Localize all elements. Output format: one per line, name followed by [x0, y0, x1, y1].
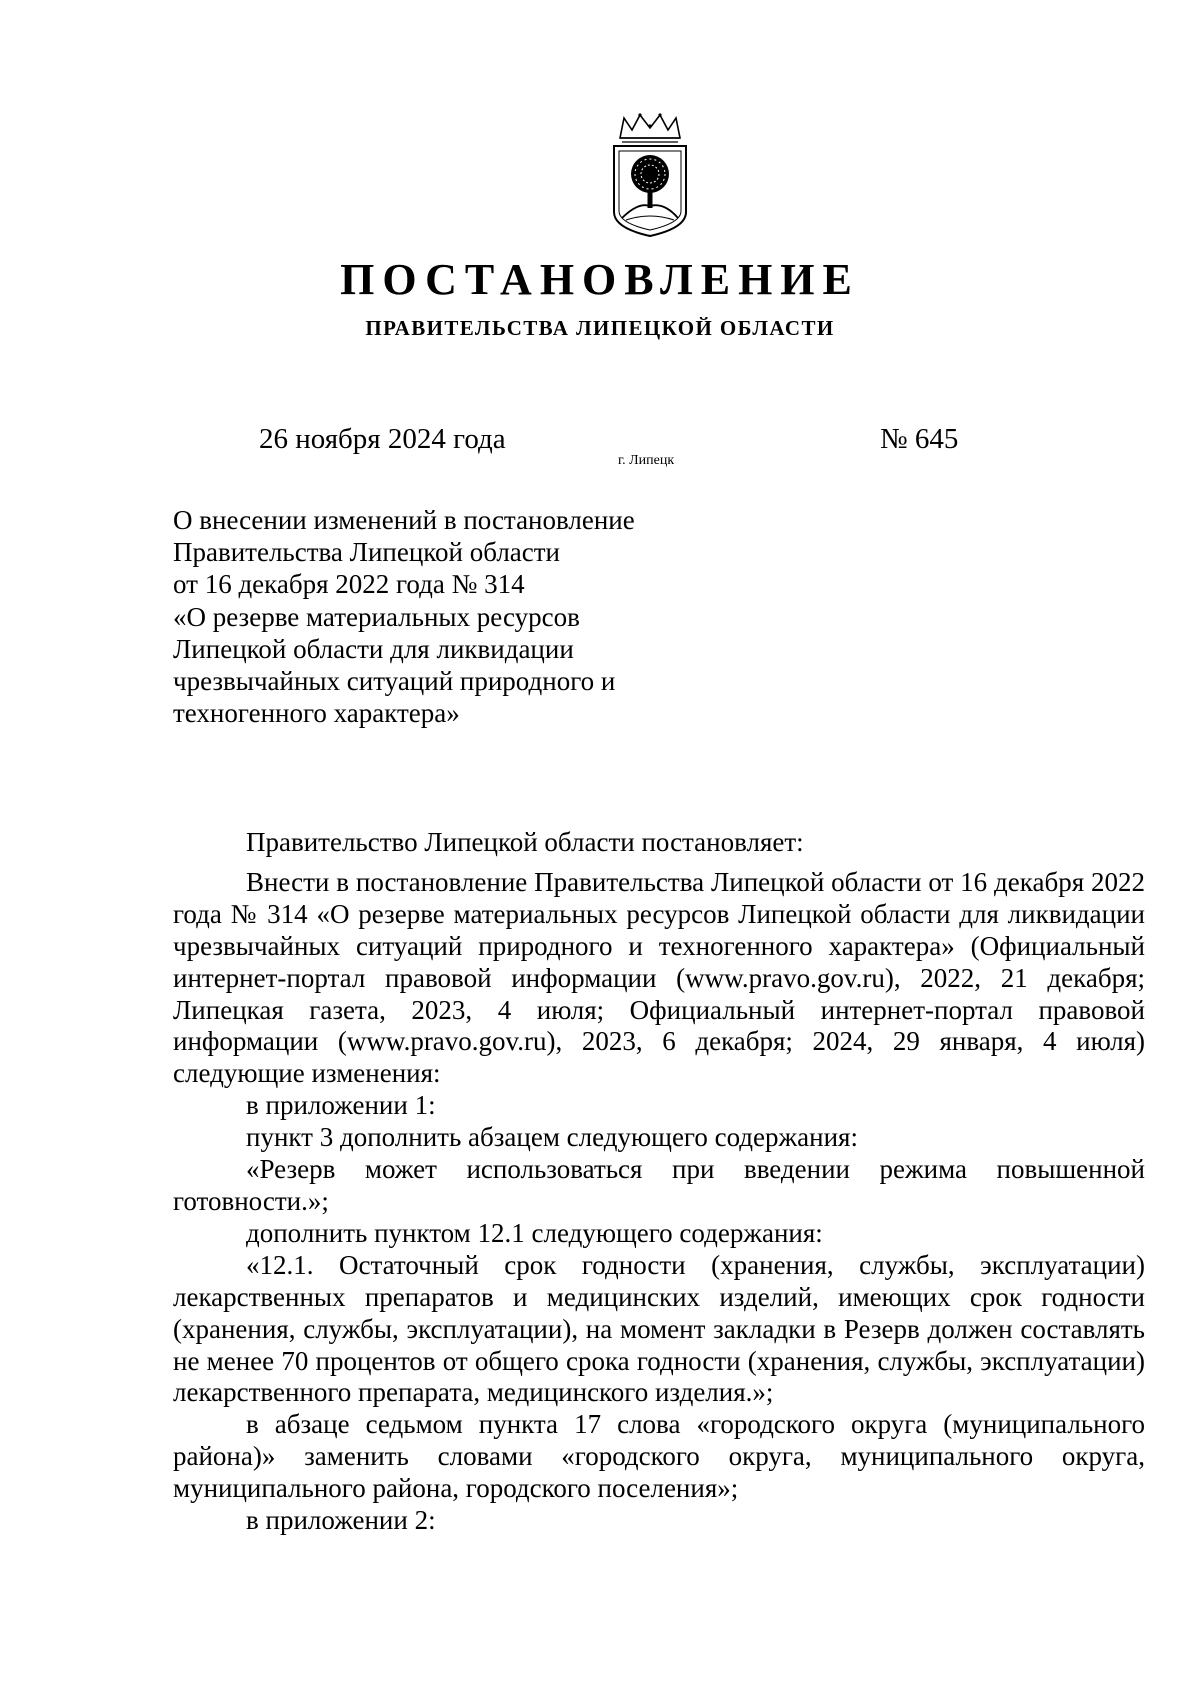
- document-number: № 645: [880, 423, 959, 455]
- body-paragraph: Внести в постановление Правительства Липецкой области от 16 декабря 2022 года № 314 «О резерве материальных ресурсов Липецкой области для ликвидации чрезвычайных ситуаций природного и техногенного характера» (Официальный интернет-портал правовой информации (www.pravo.gov.ru), 2022, 21 декабря; Липецкая газета, 2023, 4 июля; Официальный интернет-портал правовой информации (www.pravo.gov.ru), 2023, 6 декабря; 2024, 29 января, 4 июля) следующие изменения:: [173, 866, 1145, 1089]
- document-subject: [173, 504, 733, 729]
- document-date: 26 ноября 2024 года: [259, 423, 506, 455]
- lipetsk-region-coat-of-arms-icon: [608, 112, 692, 240]
- document-title: ПОСТАНОВЛЕНИЕ: [340, 255, 860, 304]
- subject-line: Липецкой области для ликвидации: [173, 633, 574, 664]
- document-place: г. Липецк: [618, 453, 675, 468]
- body-paragraph: в приложении 1:: [246, 1090, 436, 1121]
- subject-line: техногенного характера»: [173, 698, 460, 729]
- body-paragraph: «12.1. Остаточный срок годности (хранения, службы, эксплуатации) лекарственных препаратов и медицинских изделий, имеющих срок годности (хранения, службы, эксплуатации), на момент закладки в Резерв должен составлять не менее 70 процентов от общего срока годности (хранения, службы, эксплуатации) лекарственного препарата, медицинского изделия.»;: [173, 1249, 1145, 1408]
- subject-line: от 16 декабря 2022 года № 314: [173, 569, 525, 600]
- subject-line: О внесении изменений в постановление: [173, 505, 635, 535]
- subject-line: чрезвычайных ситуаций природного и: [173, 666, 616, 697]
- issuing-authority: ПРАВИТЕЛЬСТВА ЛИПЕЦКОЙ ОБЛАСТИ: [365, 316, 835, 340]
- body-paragraph: Правительство Липецкой области постановляет:: [246, 827, 804, 857]
- body-paragraph: «Резерв может использоваться при введении режима повышенной готовности.»;: [173, 1154, 1145, 1216]
- subject-line: «О резерве материальных ресурсов: [173, 601, 580, 632]
- document-body: [173, 827, 1145, 1537]
- body-paragraph: дополнить пунктом 12.1 следующего содержания:: [246, 1217, 823, 1248]
- body-paragraph: в абзаце седьмом пункта 17 слова «городского округа (муниципального района)» заменить словами «городского округа, муниципального округа, муниципального района, городского поселения»;: [173, 1409, 1145, 1504]
- body-paragraph: пункт 3 дополнить абзацем следующего содержания:: [246, 1122, 858, 1153]
- body-paragraph: в приложении 2:: [246, 1505, 436, 1536]
- subject-line: Правительства Липецкой области: [173, 537, 561, 568]
